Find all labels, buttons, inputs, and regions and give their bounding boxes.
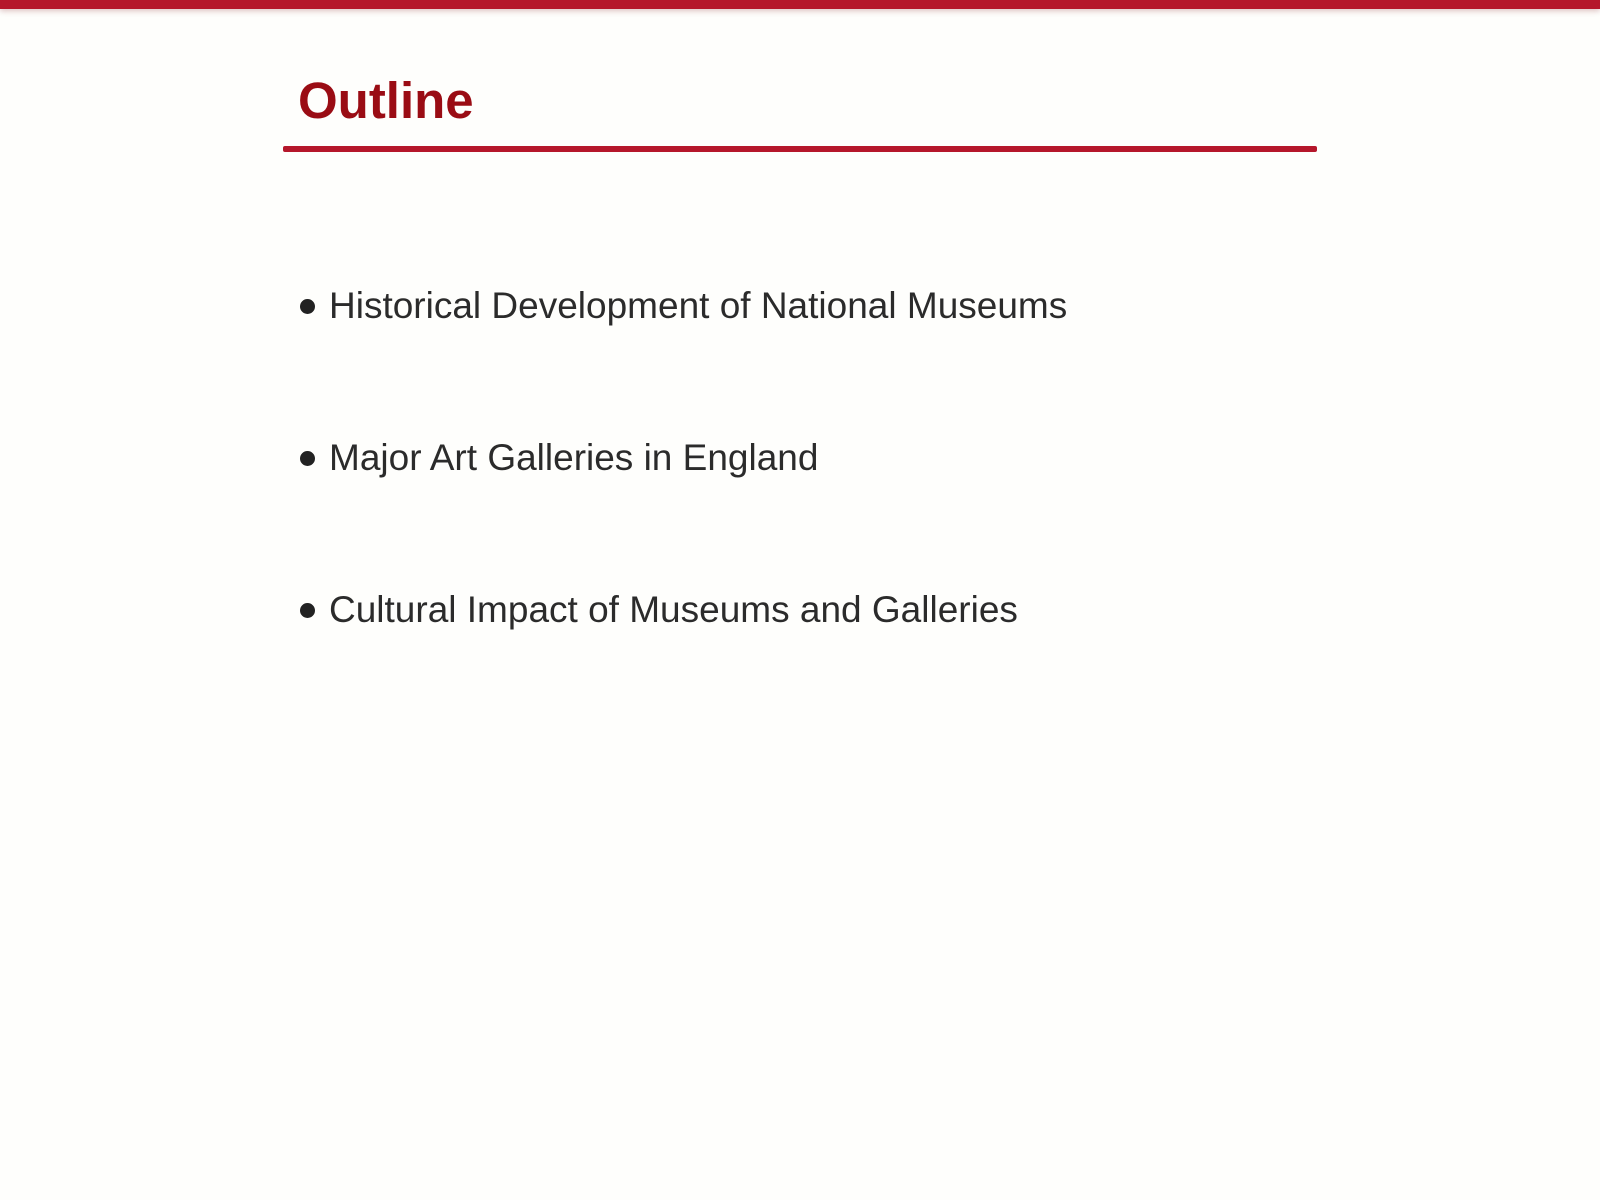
title-underline: [283, 146, 1317, 152]
bullet-item-major-art-galleries: [300, 430, 1067, 486]
slide-title: Outline: [298, 72, 474, 129]
bullet-dot-icon: [300, 451, 315, 466]
bullet-item-historical-development: [300, 278, 1067, 334]
bullet-item-cultural-impact: [300, 582, 1067, 638]
bullet-text: Historical Development of National Museums: [329, 285, 1068, 326]
bullet-text: Cultural Impact of Museums and Galleries: [329, 589, 1018, 630]
bullet-dot-icon: [300, 603, 315, 618]
bullet-list: [300, 278, 1067, 734]
bullet-text: Major Art Galleries in England: [329, 437, 819, 478]
bullet-dot-icon: [300, 299, 315, 314]
top-accent-bar: [0, 0, 1600, 9]
